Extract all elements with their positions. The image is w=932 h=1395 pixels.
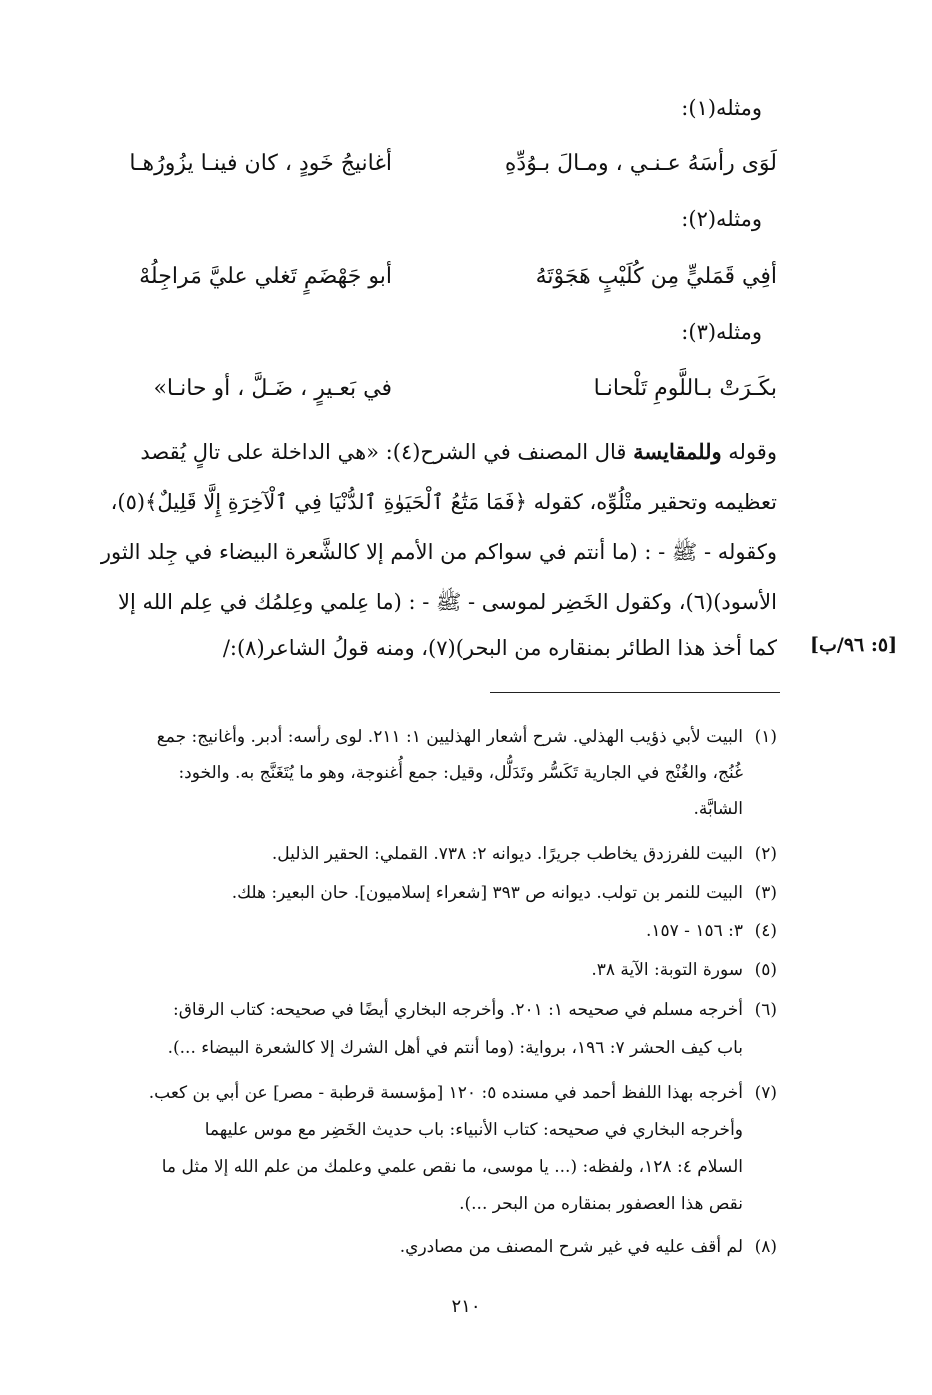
footnote-text: البيت لأبي ذؤيب الهذلي. شرح أشعار الهذليين ١: ٢١١. لوى رأسه: أدبر. وأغانيج: جمع [156, 727, 743, 747]
footnote-text: أخرجه بهذا اللفظ أحمد في مسنده ٥: ١٢٠ [مؤسسة قرطبة - مصر] عن أبي بن كعب. [148, 1083, 743, 1103]
footnote-text: أخرجه مسلم في صحيحه ١: ٢٠١. وأخرجه البخاري أيضًا في صحيحه: كتاب الرقاق: [172, 1000, 743, 1020]
footnote-number: (١) [754, 727, 777, 747]
footnote-7-continuation: وأخرجه البخاري في صحيحه: كتاب الأنبياء: باب حديث الخَضِر مع موس عليهما [204, 1120, 743, 1140]
footnote-text: البيت للنمر بن تولب. ديوانه ص ٣٩٣ [شعراء إسلاميون]. حان البعير: هلك. [231, 883, 743, 903]
footnote-number: (٢) [754, 844, 777, 864]
verse-3-hemistich-2: في بَعـيرٍ ، ضَـلَّ ، أو حانـا» [153, 376, 392, 401]
body-line-5: كما أخذ هذا الطائر بمنقاره من البحر)(٧)، ومنه قولُ الشاعر(٨):/ [222, 636, 777, 660]
verse-1-hemistich-2: أغانيجُ خَودٍ ، كان فينـا يزُورُهـا [129, 151, 392, 176]
footnote-4 [152, 916, 777, 947]
verse-2-hemistich-1: أفِي قَمَليٍّ مِن كُلَيْبٍ هَجَوْتَهُ [535, 264, 777, 289]
verse-1-hemistich-1: لَوَى رأسَهُ عـنـي ، ومـالَ بـوُدِّهِ [504, 151, 777, 176]
footnote-5 [152, 955, 777, 986]
verse-3-hemistich-1: بكَـرَتْ بـاللَّومِ تَلْحانـا [593, 376, 777, 401]
footnote-2 [152, 839, 777, 870]
footnote-number: (٥) [754, 960, 777, 980]
footnote-number: (٨) [754, 1237, 777, 1257]
footnote-number: (٦) [754, 1000, 777, 1020]
body-line-3: وكقوله - ﷺ - : (ما أنتم في سواكم من الأمم إلا كالشَّعرة البيضاء في جِلد الثور [100, 540, 777, 564]
footnote-7-continuation: السلام ٤: ١٢٨، ولفظه: (... يا موسى، ما نقص علمي وعلمك من علم الله إلا مثل ما [161, 1157, 743, 1177]
footnote-number: (٧) [754, 1083, 777, 1103]
footnote-number: (٣) [754, 883, 777, 903]
footnote-6 [152, 995, 777, 1026]
footnote-text: البيت للفرزدق يخاطب جريرًا. ديوانه ٢: ٧٣٨. القملي: الحقير الذليل. [271, 844, 743, 864]
footnote-6-continuation: باب كيف الحشر ٧: ١٩٦، برواية: (وما أنتم في أهل الشرك إلا كالشعرة البيضاء ...). [167, 1038, 743, 1058]
footnote-7 [148, 1078, 777, 1109]
footnote-text: ٣: ١٥٦ - ١٥٧. [645, 921, 743, 941]
body-line-1 [140, 436, 777, 468]
footnote-text: لم أقف عليه في غير شرح المصنف من مصادري. [399, 1237, 743, 1257]
verse-2-hemistich-2: أبو جَهْضَمٍ تَغلي عليَّ مَراجِلُهْ [139, 264, 392, 289]
footnote-separator [490, 692, 780, 693]
page-number: ٢١٠ [451, 1296, 481, 1317]
manuscript-folio-reference: [٥: ٩٦/ب] [810, 634, 898, 656]
footnote-7-continuation: نقص هذا العصفور بمنقاره من البحر ...). [459, 1194, 743, 1214]
footnote-8 [152, 1232, 777, 1263]
body-line-2: تعظيمه وتحقير متْلُوِّه، كقوله ﴿فَمَا مَتَٰعُ ٱلْحَيَوٰةِ ٱلدُّنْيَا فِي ٱلْآخِرَةِ إِلَّا قَلِيلٌ﴾(٥)، [110, 490, 777, 514]
footnote-3 [152, 878, 777, 909]
body-line-1-prefix: وقوله [721, 440, 777, 464]
body-line-1-bold-term: وللمقايسة [633, 439, 722, 464]
verse-intro-2: ومثله(٢): [681, 207, 762, 231]
footnote-1-continuation: الشابَّة. [693, 799, 743, 819]
verse-intro-1: ومثله(١): [681, 96, 762, 120]
body-line-1-rest: قال المصنف في الشرح(٤): «هي الداخلة على تالٍ يُقصد [140, 440, 634, 464]
footnote-1 [152, 722, 777, 753]
footnote-1-continuation: غُنُج، والغُنْج في الجارية تَكَسُّر وتَدَلُّل، وقيل: جمع أُغنوجة، وهو ما يُتَغَنَّج به. والخود: [178, 763, 743, 783]
verse-intro-3: ومثله(٣): [681, 320, 762, 344]
body-line-4: الأسود)(٦)، وكقول الخَضِر لموسى - ﷺ - : (ما عِلمي وعِلمُك في عِلم الله إلا [118, 590, 777, 614]
footnote-text: سورة التوبة: الآية ٣٨. [591, 960, 743, 980]
footnote-number: (٤) [754, 921, 777, 941]
